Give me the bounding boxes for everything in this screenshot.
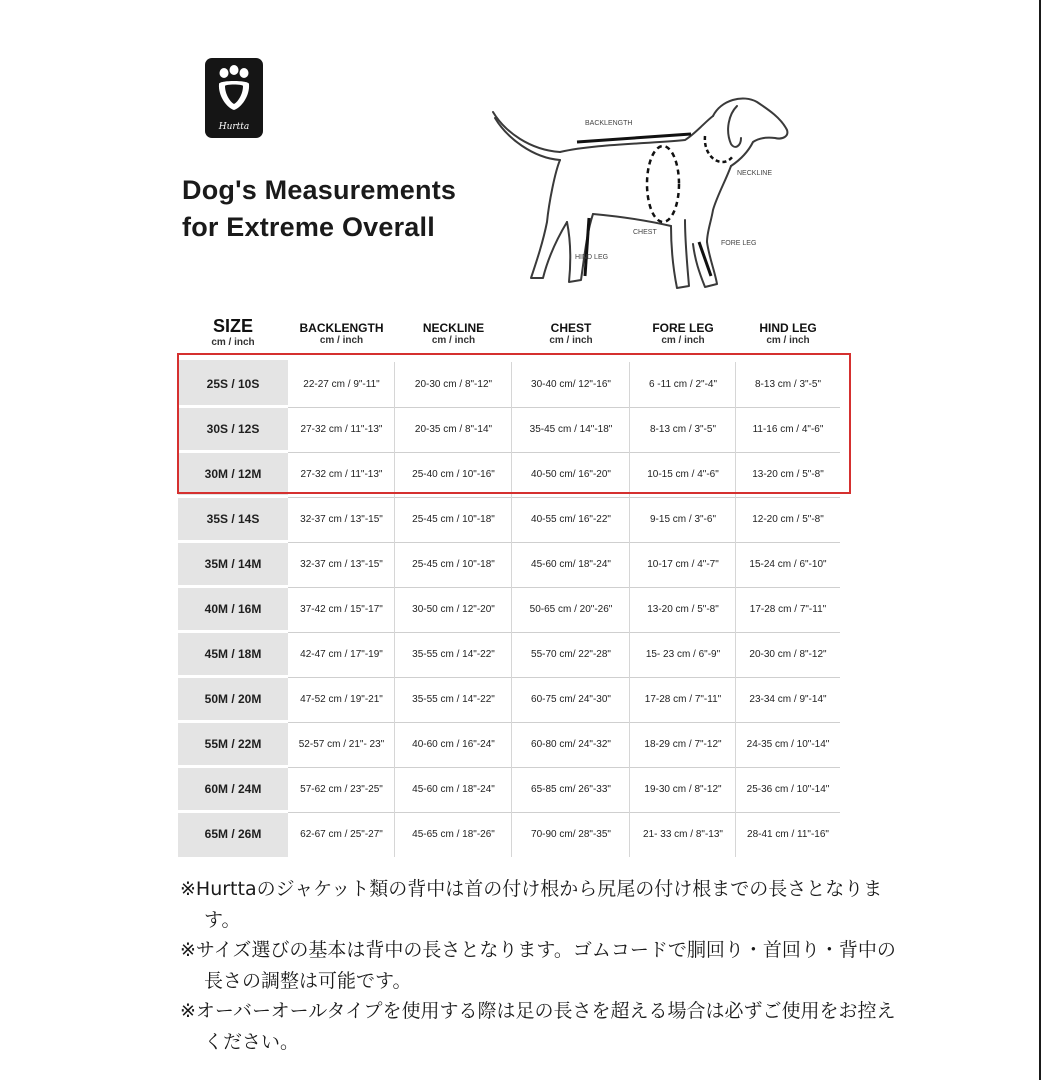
measurement-cell: 17-28 cm / 7"-11" <box>644 694 722 705</box>
table-row <box>178 677 840 722</box>
row-divider <box>288 677 840 678</box>
table-row <box>178 542 840 587</box>
hind-leg-label: HIND LEG <box>575 254 609 261</box>
size-cell: 45M / 18M <box>204 647 262 661</box>
size-cell: 50M / 20M <box>204 692 262 706</box>
size-cell: 40M / 16M <box>204 602 262 616</box>
dog-silhouette-icon <box>485 92 805 302</box>
measurement-cell: 45-60 cm / 18"-24" <box>412 784 495 795</box>
chest-label: CHEST <box>633 229 657 236</box>
measurement-cell: 37-42 cm / 15"-17" <box>300 604 383 615</box>
column-header-fore-leg: FORE LEG <box>652 321 714 335</box>
measurement-cell: 22-27 cm / 9"-11" <box>303 379 380 390</box>
measurement-cell: 30-40 cm/ 12"-16" <box>531 379 611 390</box>
measurement-cell: 10-15 cm / 4"-6" <box>647 469 719 480</box>
measurement-cell: 17-28 cm / 7"-11" <box>749 604 827 615</box>
size-row-gap <box>178 495 288 498</box>
size-cell: 60M / 24M <box>204 782 262 796</box>
measurement-cell: 27-32 cm / 11"-13" <box>300 469 383 480</box>
measurement-cell: 40-55 cm/ 16"-22" <box>531 514 611 525</box>
size-row-gap <box>178 765 288 768</box>
table-row <box>178 722 840 767</box>
column-header-backlength: BACKLENGTH <box>299 321 384 335</box>
measurement-cell: 47-52 cm / 19"-21" <box>300 694 383 705</box>
measurement-cell: 62-67 cm / 25"-27" <box>300 829 383 840</box>
backlength-label: BACKLENGTH <box>585 120 633 127</box>
measurement-cell: 25-36 cm / 10"-14" <box>746 784 830 795</box>
measurement-cell: 6 -11 cm / 2"-4" <box>648 379 718 390</box>
measurement-cell: 35-45 cm / 14"-18" <box>529 424 613 435</box>
table-row <box>178 767 840 812</box>
size-unit-label: cm / inch <box>211 337 255 348</box>
measurement-cell: 23-34 cm / 9"-14" <box>749 694 827 705</box>
size-cell: 25S / 10S <box>206 377 260 391</box>
measurement-cell: 30-50 cm / 12"-20" <box>412 604 495 615</box>
size-cell: 35S / 14S <box>206 512 260 526</box>
column-unit-label: cm / inch <box>766 335 810 346</box>
measurement-cell: 55-70 cm/ 22"-28" <box>531 649 611 660</box>
measurement-cell: 65-85 cm/ 26"-33" <box>531 784 611 795</box>
measurement-cell: 60-80 cm/ 24"-32" <box>531 739 611 750</box>
neckline-label: NECKLINE <box>737 170 773 177</box>
measurement-cell: 13-20 cm / 5"-8" <box>752 469 824 480</box>
measurement-cell: 32-37 cm / 13"-15" <box>300 559 383 570</box>
row-divider <box>288 542 840 543</box>
size-row-gap <box>178 810 288 813</box>
row-divider <box>288 812 840 813</box>
note-1: ※Hurttaのジャケット類の背中は首の付け根から尻尾の付け根までの長さとなります。 <box>180 878 883 931</box>
column-header-neckline: NECKLINE <box>422 321 485 335</box>
column-unit-label: cm / inch <box>549 335 593 346</box>
measurement-cell: 40-60 cm / 16"-24" <box>412 739 495 750</box>
size-row-gap <box>178 630 288 633</box>
measurement-cell: 21- 33 cm / 8"-13" <box>643 829 723 840</box>
measurement-cell: 12-20 cm / 5"-8" <box>752 514 824 525</box>
measurement-cell: 13-20 cm / 5"-8" <box>647 604 719 615</box>
row-divider <box>288 722 840 723</box>
measurement-cell: 27-32 cm / 11"-13" <box>300 424 383 435</box>
measurement-cell: 8-13 cm / 3"-5" <box>754 379 821 390</box>
column-unit-label: cm / inch <box>319 335 364 346</box>
paw-icon <box>211 64 257 114</box>
table-row <box>178 497 840 542</box>
measurement-cell: 25-45 cm / 10"-18" <box>412 514 495 525</box>
measurement-cell: 10-17 cm / 4"-7" <box>647 559 719 570</box>
measurement-cell: 15- 23 cm / 6"-9" <box>645 649 721 660</box>
size-cell: 35M / 14M <box>204 557 262 571</box>
logo-text: Hurtta <box>218 122 250 132</box>
measurement-cell: 18-29 cm / 7"-12" <box>644 739 722 750</box>
measurement-cell: 15-24 cm / 6"-10" <box>749 559 827 570</box>
size-row-gap <box>178 585 288 588</box>
note-2: ※サイズ選びの基本は背中の長さとなります。ゴムコードで胴回り・首回り・背中の長さの調整は可能です。 <box>180 939 896 992</box>
measurement-cell: 19-30 cm / 8"-12" <box>644 784 722 795</box>
measurement-cell: 45-65 cm / 18"-26" <box>412 829 495 840</box>
table-row <box>178 812 840 857</box>
measurement-cell: 70-90 cm/ 28"-35" <box>531 829 611 840</box>
measurement-cell: 35-55 cm / 14"-22" <box>412 649 495 660</box>
column-header-hind-leg: HIND LEG <box>759 321 817 335</box>
size-column-header: SIZE <box>212 316 253 336</box>
measurement-cell: 32-37 cm / 13"-15" <box>300 514 383 525</box>
measurement-cell: 50-65 cm / 20"-26" <box>529 604 613 615</box>
row-divider <box>288 632 840 633</box>
measurement-cell: 20-30 cm / 8"-12" <box>749 649 827 660</box>
measurement-cell: 52-57 cm / 21"- 23" <box>298 739 385 750</box>
measurement-cell: 25-45 cm / 10"-18" <box>412 559 495 570</box>
row-divider <box>288 497 840 498</box>
size-cell: 30M / 12M <box>204 467 262 481</box>
measurement-cell: 20-30 cm / 8"-12" <box>414 379 493 390</box>
size-cell: 65M / 26M <box>204 827 262 841</box>
column-header-chest: CHEST <box>550 321 592 335</box>
title-line-2: for Extreme Overall <box>182 212 435 242</box>
table-row <box>178 587 840 632</box>
size-row-gap <box>178 720 288 723</box>
note-3: ※オーバーオールタイプを使用する際は足の長さを超える場合は必ずご使用をお控えください。 <box>180 1000 896 1053</box>
hurtta-logo <box>205 58 263 138</box>
measurement-cell: 57-62 cm / 23"-25" <box>300 784 383 795</box>
column-unit-label: cm / inch <box>431 335 476 346</box>
title-line-1: Dog's Measurements <box>182 175 457 205</box>
measurement-cell: 40-50 cm/ 16"-20" <box>531 469 611 480</box>
measurement-cell: 24-35 cm / 10"-14" <box>746 739 830 750</box>
measurement-cell: 45-60 cm/ 18"-24" <box>531 559 611 570</box>
table-row <box>178 632 840 677</box>
row-divider <box>288 587 840 588</box>
measurement-cell: 28-41 cm / 11"-16" <box>747 829 829 840</box>
dog-measurement-diagram <box>485 92 805 306</box>
page-title <box>182 172 502 246</box>
measurement-cell: 20-35 cm / 8"-14" <box>414 424 493 435</box>
measurement-cell: 60-75 cm/ 24"-30" <box>531 694 611 705</box>
measurement-cell: 35-55 cm / 14"-22" <box>412 694 495 705</box>
size-cell: 55M / 22M <box>204 737 262 751</box>
measurement-cell: 42-47 cm / 17"-19" <box>300 649 383 660</box>
column-unit-label: cm / inch <box>661 335 705 346</box>
measurement-cell: 25-40 cm / 10"-16" <box>412 469 495 480</box>
size-cell: 30S / 12S <box>206 422 260 436</box>
measurement-cell: 9-15 cm / 3"-6" <box>649 514 716 525</box>
notes <box>180 874 900 1057</box>
row-divider <box>288 767 840 768</box>
size-row-gap <box>178 540 288 543</box>
fore-leg-label: FORE LEG <box>721 240 757 247</box>
measurement-cell: 8-13 cm / 3"-5" <box>649 424 716 435</box>
highlighted-sizes-box <box>177 353 851 494</box>
measurement-cell: 11-16 cm / 4"-6" <box>752 424 824 435</box>
size-row-gap <box>178 675 288 678</box>
